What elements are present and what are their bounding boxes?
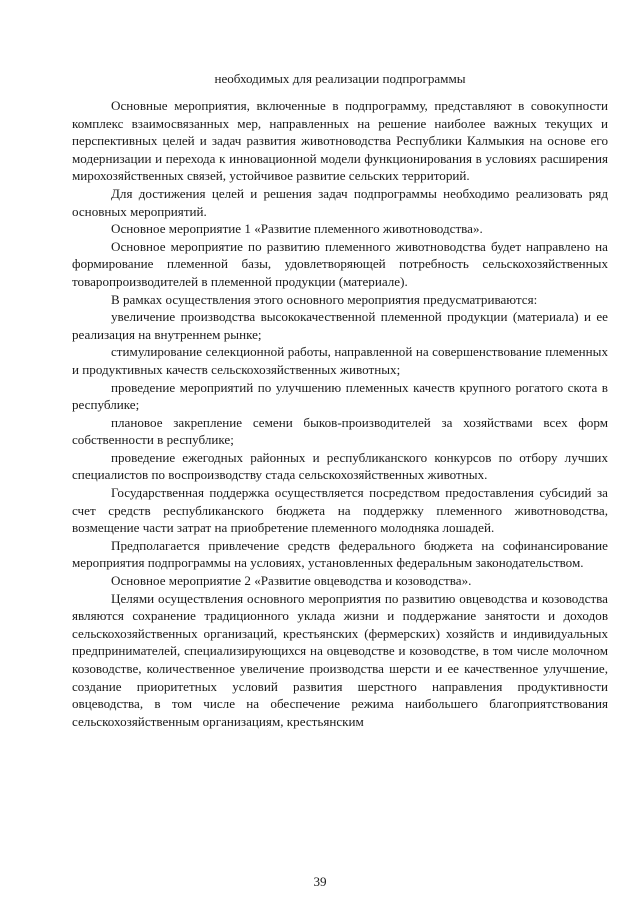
paragraph: В рамках осуществления этого основного мероприятия предусматриваются: bbox=[111, 291, 538, 307]
section-heading: необходимых для реализации подпрограммы bbox=[214, 71, 466, 86]
paragraph: Основное мероприятие 1 «Развитие племенного животноводства». bbox=[111, 221, 483, 237]
paragraph: Основные мероприятия, включенные в подпрограмму, представляют в совокупности комплекс взаимосвязанных мер, направленных на решение наиболее важных текущих и перспективных целей и задач развития животноводства Республики Калмыкия на основе его модернизации и перехода к инновационной модели функционирования в условиях расширения мирохозяйственных связей, устойчивое развитие сельских территорий. bbox=[72, 98, 608, 184]
page-number: 39 bbox=[313, 874, 327, 889]
paragraph: Для достижения целей и решения задач подпрограммы необходимо реализовать ряд основных мероприятий. bbox=[72, 185, 608, 219]
paragraph: Основное мероприятие 2 «Развитие овцеводства и козоводства». bbox=[111, 573, 472, 589]
paragraph: Основное мероприятие по развитию племенного животноводства будет направлено на формирование племенной базы, удовлетворяющей потребность сельскохозяйственных товаропроизводителей в племенной продукции (материале). bbox=[72, 238, 608, 289]
paragraph: Предполагается привлечение средств федерального бюджета на софинансирование мероприятия подпрограммы на условиях, установленных федеральным законодательством. bbox=[72, 537, 608, 571]
list-item: увеличение производства высококачественной племенной продукции (материала) и ее реализация на внутреннем рынке; bbox=[72, 309, 608, 342]
list-item: плановое закрепление семени быков-производителей за хозяйствами всех форм собственности в республике; bbox=[72, 414, 608, 448]
document-body bbox=[72, 97, 608, 730]
paragraph: Целями осуществления основного мероприятия по развитию овцеводства и козоводства являются сохранение традиционного уклада жизни и поддержание занятости и доходов сельскохозяйственных организаций, крестьянских (фермерских) хозяйств и индивидуальных предпринимателей, специализирующихся на овцеводстве и козоводстве, в том числе молочном козоводстве, количественное увеличение производства шерсти и ее качественное улучшение, создание приоритетных условий развития шерстного направления продуктивности овцеводства, в том числе на обеспечение режима наибольшего благоприятствования сельскохозяйственным организациям, крестьянским bbox=[72, 590, 608, 729]
paragraph: Государственная поддержка осуществляется посредством предоставления субсидий за счет средств республиканского бюджета на поддержку племенного животноводства, возмещение части затрат на приобретение племенного молодняка лошадей. bbox=[72, 485, 608, 536]
list-item: проведение ежегодных районных и республиканского конкурсов по отбору лучших специалистов по воспроизводству стада сельскохозяйственных животных. bbox=[72, 449, 608, 483]
list-item: стимулирование селекционной работы, направленной на совершенствование племенных и продуктивных качеств сельскохозяйственных животных; bbox=[72, 344, 608, 377]
list-item: проведение мероприятий по улучшению племенных качеств крупного рогатого скота в республике; bbox=[72, 379, 608, 413]
